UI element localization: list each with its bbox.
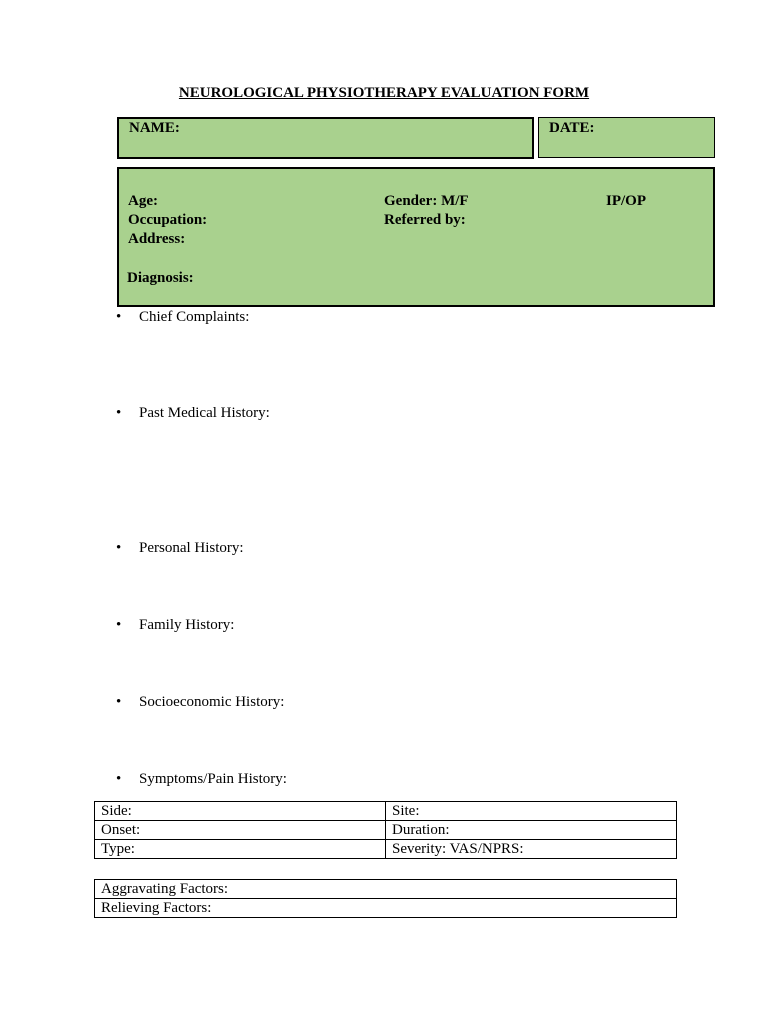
section-socioeconomic-history: • Socioeconomic History: <box>116 694 285 710</box>
bullet-icon: • <box>116 771 122 787</box>
table-cell[interactable]: Relieving Factors: <box>95 899 677 918</box>
address-label: Address: <box>128 231 186 247</box>
occupation-label: Occupation: <box>128 212 208 228</box>
referred-by-label: Referred by: <box>384 212 466 228</box>
bullet-icon: • <box>116 540 122 556</box>
table-row <box>95 899 677 918</box>
diagnosis-label: Diagnosis: <box>127 270 194 286</box>
gender-label: Gender: M/F <box>384 193 469 209</box>
bullet-icon: • <box>116 309 122 325</box>
section-chief-complaints: • Chief Complaints: <box>116 309 250 325</box>
table-row <box>95 880 677 899</box>
patient-details-box <box>117 167 715 307</box>
table-cell[interactable]: Onset: <box>95 821 386 840</box>
table-row <box>95 840 677 859</box>
age-label: Age: <box>128 193 158 209</box>
table-row <box>95 821 677 840</box>
section-personal-history: • Personal History: <box>116 540 244 556</box>
table-cell[interactable]: Aggravating Factors: <box>95 880 677 899</box>
section-family-history: • Family History: <box>116 617 235 633</box>
name-label: NAME: <box>129 120 180 136</box>
table-row <box>95 802 677 821</box>
date-label: DATE: <box>549 120 595 136</box>
bullet-icon: • <box>116 694 122 710</box>
table-cell[interactable]: Type: <box>95 840 386 859</box>
section-past-medical-history: • Past Medical History: <box>116 405 270 421</box>
ip-op-label: IP/OP <box>606 193 646 209</box>
form-title: NEUROLOGICAL PHYSIOTHERAPY EVALUATION FORM <box>178 85 590 101</box>
section-symptoms-pain-history: • Symptoms/Pain History: <box>116 771 287 787</box>
factors-table <box>94 879 677 918</box>
bullet-icon: • <box>116 617 122 633</box>
name-box[interactable] <box>117 117 534 159</box>
table-cell[interactable]: Side: <box>95 802 386 821</box>
table-cell[interactable]: Severity: VAS/NPRS: <box>386 840 677 859</box>
table-cell[interactable]: Site: <box>386 802 677 821</box>
date-box[interactable] <box>538 117 715 158</box>
pain-history-table <box>94 801 677 859</box>
table-cell[interactable]: Duration: <box>386 821 677 840</box>
bullet-icon: • <box>116 405 122 421</box>
